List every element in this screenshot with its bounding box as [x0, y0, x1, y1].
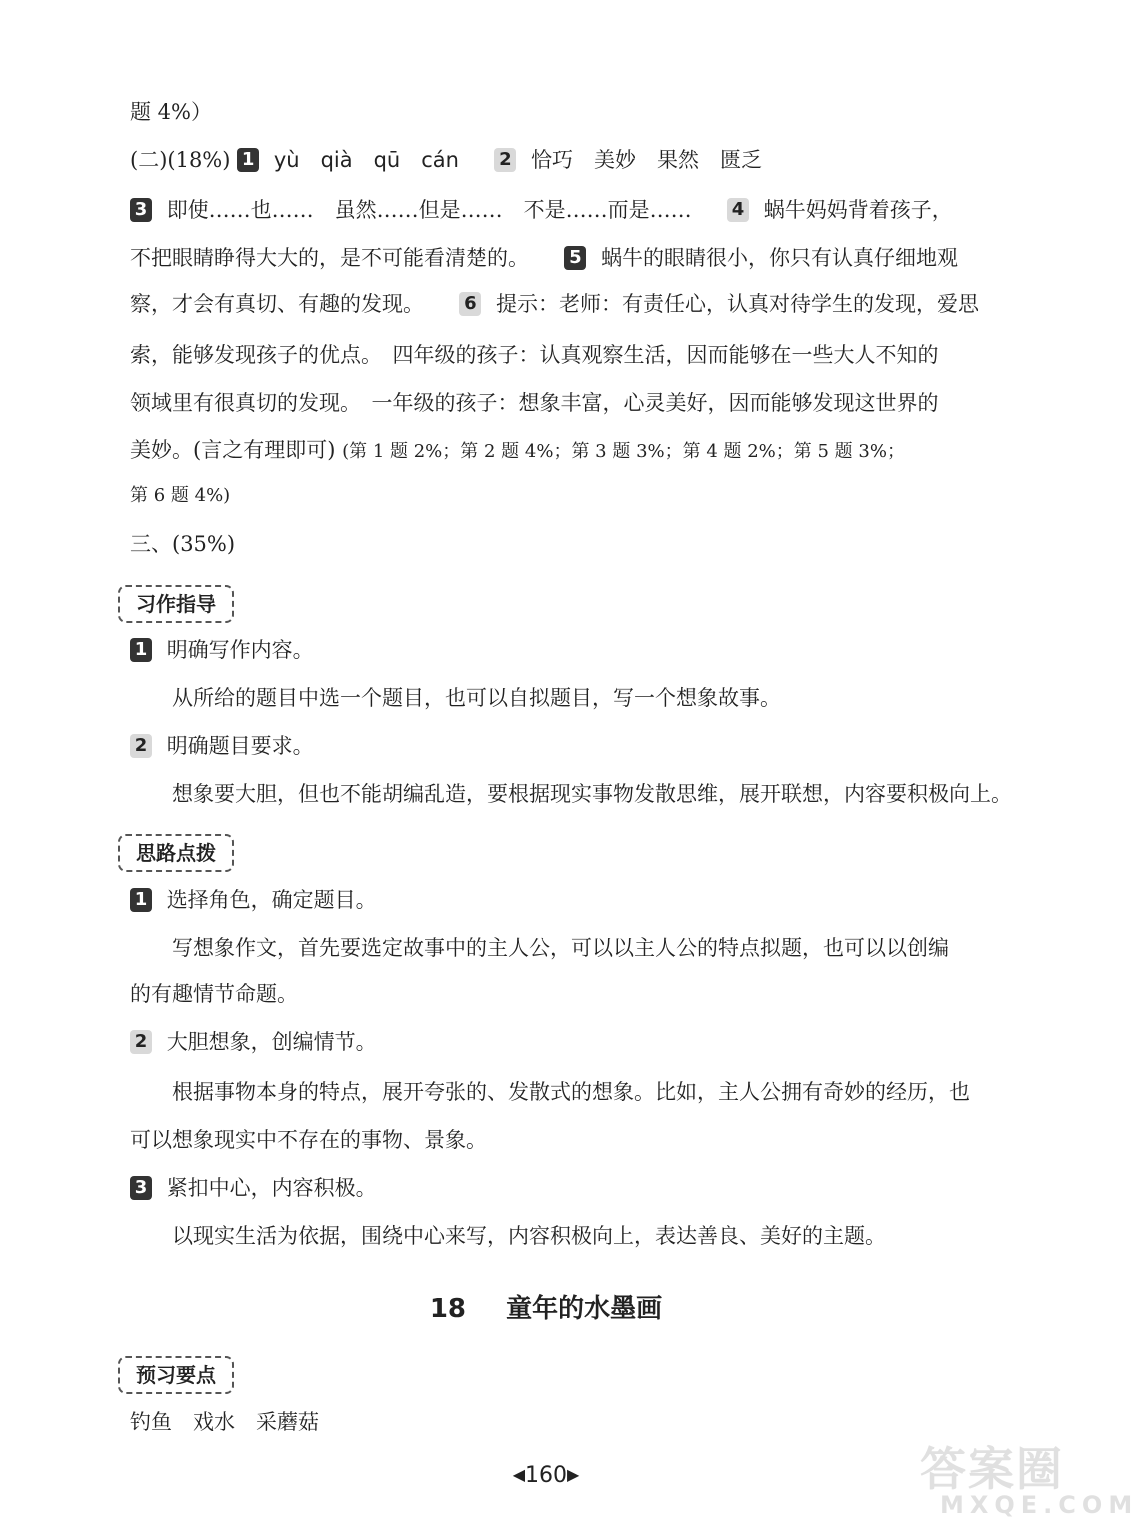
writing-guide-label: 习作指导: [118, 585, 234, 623]
answer-line-7: 领域里有很真切的发现。 一年级的孩子：想象丰富，心灵美好，因而能够发现这世界的: [130, 391, 939, 415]
question-number-5: 5: [564, 246, 586, 270]
answer-line-2: [130, 146, 1010, 174]
left-triangle-icon: ◀: [512, 1465, 525, 1484]
answer-line-8: 美妙。(言之有理即可) (第 1 题 2%；第 2 题 4%；第 3 题 3%；第 4 题 2%；第 5 题 3%；: [130, 438, 905, 462]
lesson-heading: [0, 1288, 1092, 1325]
question-number-1: 1: [237, 148, 259, 172]
thinking-item-2: 2 大胆想象，创编情节。: [130, 1028, 1010, 1056]
site-watermark: 答案圈 MXQE.COM: [920, 1442, 1138, 1519]
pinyin-answers: yù qià qū cán: [273, 148, 459, 172]
answer-line-3: 3 即使……也…… 虽然……但是…… 不是……而是…… 4 蜗牛妈妈背着孩子，: [130, 196, 1010, 224]
preview-points-body: 钓鱼 戏水 采蘑菇: [130, 1410, 319, 1434]
question-number-6: 6: [459, 292, 481, 316]
item-number-3: 3: [130, 1176, 152, 1200]
thinking-item-2-body-cont: 可以想象现实中不存在的事物、景象。: [130, 1128, 487, 1152]
lesson-title: 童年的水墨画: [506, 1294, 663, 1324]
item-number-2: 2: [130, 1030, 152, 1054]
thinking-item-1: 1 选择角色，确定题目。: [130, 886, 1010, 914]
answer-line-4: 不把眼睛睁得大大的，是不可能看清楚的。 5 蜗牛的眼睛很小，你只有认真仔细地观: [130, 246, 959, 270]
section-three-label: 三、(35%): [130, 532, 236, 556]
thinking-tips-label: 思路点拨: [118, 834, 234, 872]
answer-line-9: 第 6 题 4%): [130, 485, 231, 506]
preview-points-label: 预习要点: [118, 1356, 234, 1394]
thinking-item-1-body: 写想象作文，首先要选定故事中的主人公，可以以主人公的特点拟题，也可以以创编: [172, 936, 949, 960]
word-answers: 恰巧 美妙 果然 匮乏: [531, 148, 763, 172]
answer-line-1: 题 4%）: [130, 100, 212, 124]
score-breakdown: (第 1 题 2%；第 2 题 4%；第 3 题 3%；第 4 题 2%；第 5 题 3%；: [342, 441, 905, 462]
section-two-score: (二)(18%): [130, 148, 231, 172]
lesson-number: 18: [429, 1294, 467, 1324]
item-number-2: 2: [130, 734, 152, 758]
question-number-2: 2: [494, 148, 516, 172]
right-triangle-icon: ▶: [567, 1465, 580, 1484]
item-number-1: 1: [130, 638, 152, 662]
thinking-item-2-body: 根据事物本身的特点，展开夸张的、发散式的想象。比如，主人公拥有奇妙的经历，也: [172, 1080, 970, 1104]
thinking-item-3-body: 以现实生活为依据，围绕中心来写，内容积极向上，表达善良、美好的主题。: [172, 1224, 886, 1248]
answer-line-5: 察，才会有真切、有趣的发现。 6 提示：老师：有责任心，认真对待学生的发现，爱思: [130, 292, 980, 316]
writing-guide-item-2: 2 明确题目要求。: [130, 732, 1010, 760]
writing-guide-item-1-body: 从所给的题目中选一个题目，也可以自拟题目，写一个想象故事。: [172, 686, 781, 710]
thinking-item-1-body-cont: 的有趣情节命题。: [130, 982, 298, 1006]
question-number-3: 3: [130, 198, 152, 222]
item-number-1: 1: [130, 888, 152, 912]
question-number-4: 4: [727, 198, 749, 222]
writing-guide-item-1: 1 明确写作内容。: [130, 636, 1010, 664]
writing-guide-item-2-body: 想象要大胆，但也不能胡编乱造，要根据现实事物发散思维，展开联想，内容要积极向上。: [172, 782, 1012, 806]
thinking-item-3: 3 紧扣中心，内容积极。: [130, 1174, 1010, 1202]
answer-line-6: 索，能够发现孩子的优点。 四年级的孩子：认真观察生活，因而能够在一些大人不知的: [130, 343, 939, 367]
page-number: ◀160▶: [512, 1463, 580, 1488]
